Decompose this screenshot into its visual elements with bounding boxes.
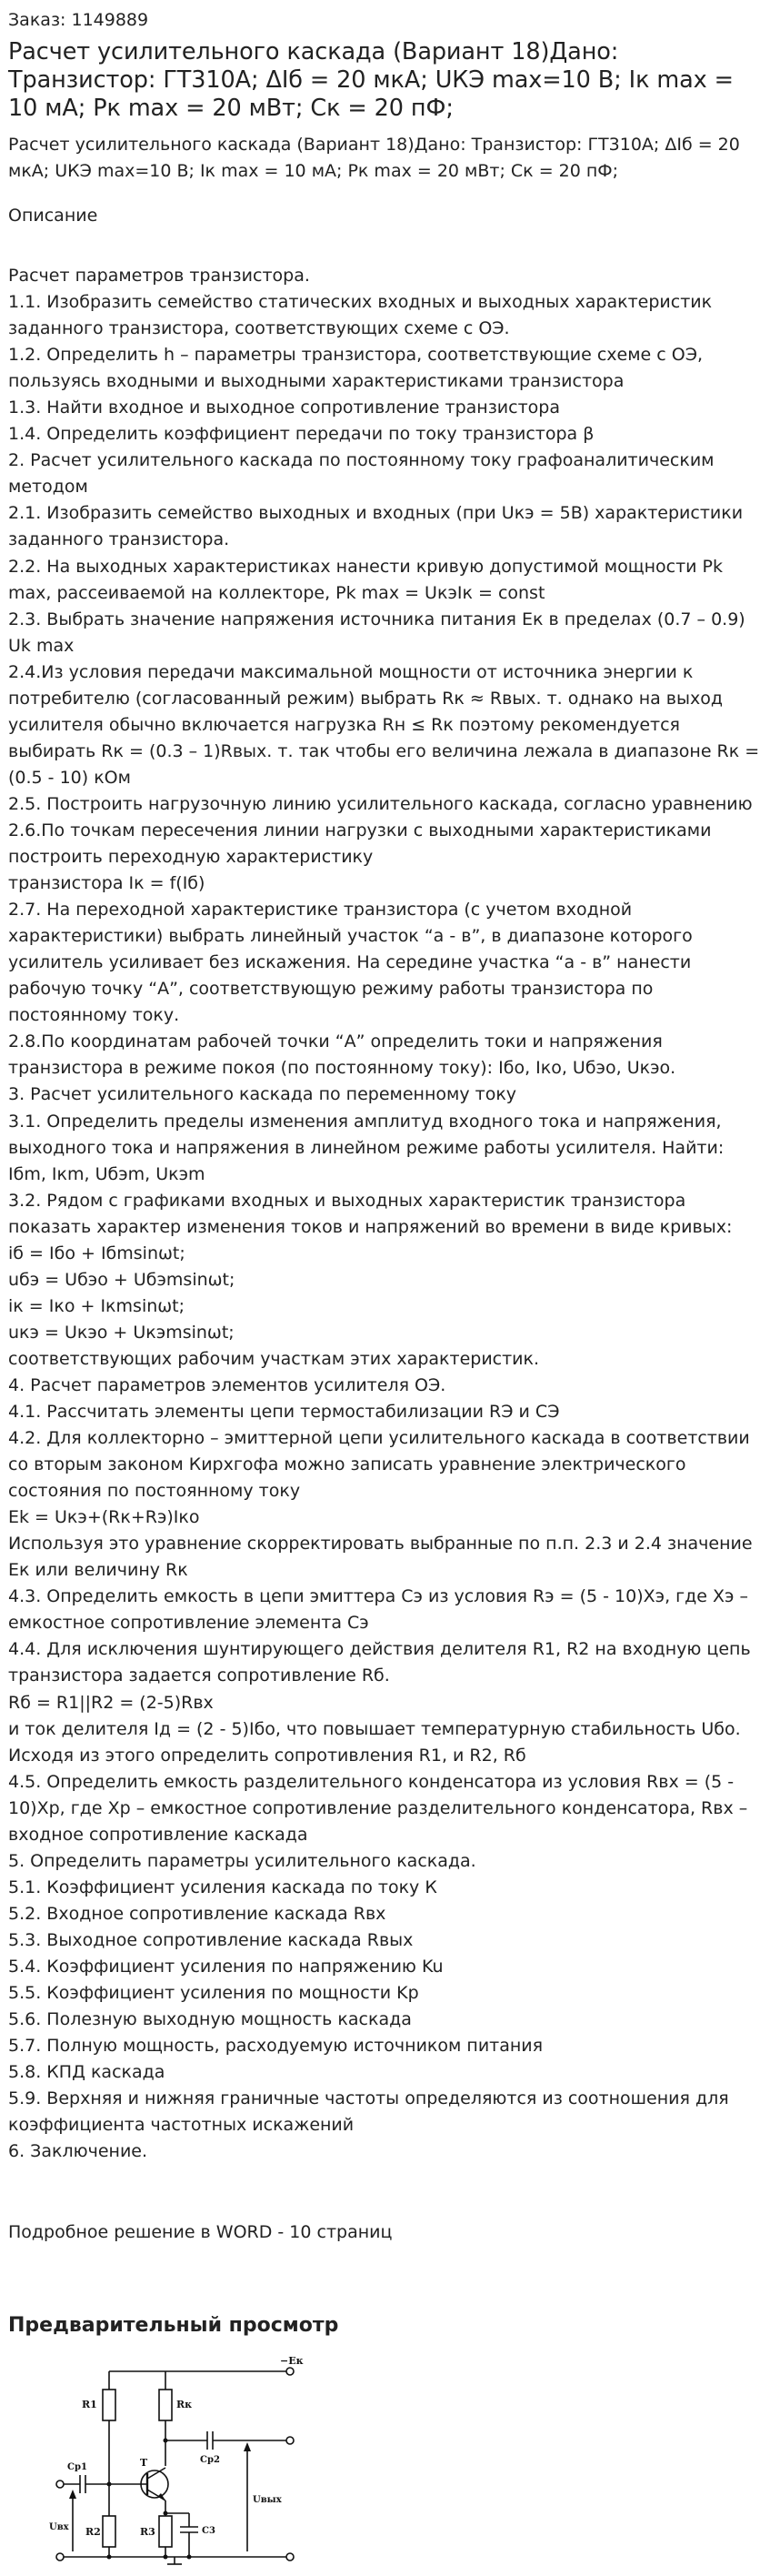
description-line: 1.1. Изобразить семейство статических входных и выходных характеристик заданного транзистора, соответствующих схеме с ОЭ. <box>8 292 713 339</box>
description-line: Используя это уравнение скорректировать выбранные по п.п. 2.3 и 2.4 значение Ек или величину Rк <box>8 1534 753 1581</box>
order-number: Заказ: 1149889 <box>8 10 149 30</box>
label-uvx: Uвх <box>49 2522 69 2532</box>
section-heading-description: Описание <box>8 206 98 226</box>
description-line: 5. Определить параметры усилительного каскада. <box>8 1850 476 1871</box>
description-line: uбэ = Uбэо + Uбэmsinωt; <box>8 1269 235 1290</box>
description-line: 5.6. Полезную выходную мощность каскада <box>8 2009 412 2030</box>
description-line: Ek = Uкэ+(Rк+Rэ)Iко <box>8 1507 200 1528</box>
description-line: 4.1. Рассчитать элементы цепи термостабилизации RЭ и СЭ <box>8 1402 560 1423</box>
description-line: транзистора Iк = f(Iб) <box>8 873 205 894</box>
description-line: 4.2. Для коллекторно – эмиттерной цепи усилительного каскада в соответствии со вторым законом Кирхгофа можно записать уравнение электрического состояния по постоянному току <box>8 1428 750 1502</box>
label-r3: R3 <box>140 2526 155 2538</box>
description-line: 2.4.Из условия передачи максимальной мощности от источника энергии к потребителю (согласованный режим) выбрать Rк ≈ Rвых. т. однако на выход усилителя обычно включается нагрузка Rн ≤ Rк поэтому рекомендуется выбирать Rк = (0.3 – 1)Rвых. т. так чтобы его величина лежала в диапазоне Rк = (0.5 - 10) кОм <box>8 661 760 788</box>
description-line: Расчет параметров транзистора. <box>8 266 310 286</box>
description-line: 5.5. Коэффициент усиления по мощности Kр <box>8 1983 419 2004</box>
description-line: uкэ = Uкэо + Uкэmsinωt; <box>8 1322 235 1343</box>
description-line: 5.8. КПД каскада <box>8 2062 165 2083</box>
description-body <box>8 263 762 2191</box>
description-line: 4. Расчет параметров элементов усилителя ОЭ. <box>8 1374 446 1395</box>
preview-heading: Предварительный просмотр <box>8 2314 339 2337</box>
description-line: iк = Iко + Iкmsinωt; <box>8 1295 185 1316</box>
description-line: 5.7. Полную мощность, расходуемую источником питания <box>8 2036 544 2057</box>
description-line: 1.2. Определить h – параметры транзистора, соответствующие схеме с ОЭ, пользуясь входными и выходными характеристиками транзистора <box>8 345 704 392</box>
description-line: iб = Iбо + Iбmsinωt; <box>8 1243 185 1263</box>
description-line: 2.5. Построить нагрузочную линию усилительного каскада, согласно уравнению <box>8 793 753 814</box>
label-uvyx: Uвых <box>253 2495 282 2505</box>
description-line: 3. Расчет усилительного каскада по переменному току <box>8 1084 517 1105</box>
description-line: и ток делителя Iд = (2 - 5)Iбо, что повышает температурную стабильность Uбо. Исходя из этого определить сопротивления R1, и R2, Rб <box>8 1718 741 1766</box>
label-r1: R1 <box>82 2399 97 2410</box>
description-line: 5.4. Коэффициент усиления по напряжению Ku <box>8 1957 444 1977</box>
description-line: 2.6.По точкам пересечения линии нагрузки с выходными характеристиками построить переходную характеристику <box>8 820 712 868</box>
description-line: 3.1. Определить пределы изменения амплитуд входного тока и напряжения, выходного тока и напряжения в линейном режиме работы усилителя. Найти: Iбm, Iкm, Uбэm, Uкэm <box>8 1111 725 1184</box>
description-line: 2.8.По координатам рабочей точки “А” определить токи и напряжения транзистора в режиме покоя (по постоянному току): Iбо, Iко, Uбэо, Uкэо. <box>8 1031 676 1079</box>
label-minus-ek: −Eк <box>280 2355 304 2367</box>
solution-note: Подробное решение в WORD - 10 страниц <box>8 2222 393 2243</box>
description-line: 1.4. Определить коэффициент передачи по току транзистора β <box>8 424 595 445</box>
label-transistor: T <box>140 2457 148 2469</box>
description-line: 2.2. На выходных характеристиках нанести кривую допустимой мощности Pk max, рассеиваемой на коллекторе, Pk max = UкэIк = const <box>8 556 724 603</box>
label-cp2: Cр2 <box>200 2455 220 2465</box>
description-line: 2.3. Выбрать значение напряжения источника питания Ек в пределах (0.7 – 0.9) Uk max <box>8 609 745 656</box>
description-line: 4.3. Определить емкость в цепи эмиттера Сэ из условия Rэ = (5 - 10)Xэ, где Xэ – емкостное сопротивление элемента Сэ <box>8 1586 748 1634</box>
description-line: 4.5. Определить емкость разделительного конденсатора из условия Rвх = (5 - 10)Xр, где Xр – емкостное сопротивление разделительного конденсатора, Rвх – входное сопротивление каскада <box>8 1771 748 1845</box>
label-c3: C3 <box>202 2526 215 2536</box>
description-line: 2. Расчет усилительного каскада по постоянному току графоаналитическим методом <box>8 450 715 498</box>
description-line: 5.2. Входное сопротивление каскада Rвх <box>8 1903 386 1924</box>
description-line: 5.3. Выходное сопротивление каскада Rвых <box>8 1929 414 1950</box>
description-line: 5.1. Коэффициент усиления каскада по току К <box>8 1877 437 1897</box>
description-line <box>8 2165 762 2191</box>
description-line: Rб = R1||R2 = (2-5)Rвх <box>8 1692 214 1713</box>
description-line: 3.2. Рядом с графиками входных и выходных характеристик транзистора показать характер изменения токов и напряжений во времени в виде кривых: <box>8 1190 733 1237</box>
label-cp1: Cр1 <box>67 2462 87 2472</box>
description-line: 6. Заключение. <box>8 2141 148 2162</box>
description-line: 5.9. Верхняя и нижняя граничные частоты определяются из соотношения для коэффициента частотных искажений <box>8 2088 729 2136</box>
description-line: 2.7. На переходной характеристике транзистора (с учетом входной характеристики) выбрать линейный участок “а - в”, в диапазоне которого усилитель усиливает без искажения. На середине участка “а - в” нанести рабочую точку “А”, соответствующую режиму работы транзистора по постоянному току. <box>8 900 693 1026</box>
description-line: соответствующих рабочим участкам этих характеристик. <box>8 1348 540 1369</box>
label-r2: R2 <box>85 2526 101 2538</box>
description-line: 2.1. Изобразить семейство выходных и входных (при Uкэ = 5В) характеристики заданного транзистора. <box>8 503 744 550</box>
description-line: 4.4. Для исключения шунтирующего действия делителя R1, R2 на входную цепь транзистора задается сопротивление Rб. <box>8 1639 751 1686</box>
description-line: 1.3. Найти входное и выходное сопротивление транзистора <box>8 397 560 418</box>
page-title: Расчет усилительного каскада (Вариант 18)Дано: Транзистор: ГТ310А; ΔIб = 20 мкА; UКЭ max=10 В; Iк max = 10 мА; Рк max = 20 мВт; Ск = 20 пФ; <box>8 38 734 122</box>
amplifier-schematic-preview <box>45 2351 318 2570</box>
page-subtitle: Расчет усилительного каскада (Вариант 18)Дано: Транзистор: ГТ310А; ΔIб = 20 мкА; UКЭ max=10 В; Iк max = 10 мА; Рк max = 20 мВт; Ск = 20 пФ; <box>8 135 740 181</box>
label-rk: Rк <box>176 2399 193 2410</box>
